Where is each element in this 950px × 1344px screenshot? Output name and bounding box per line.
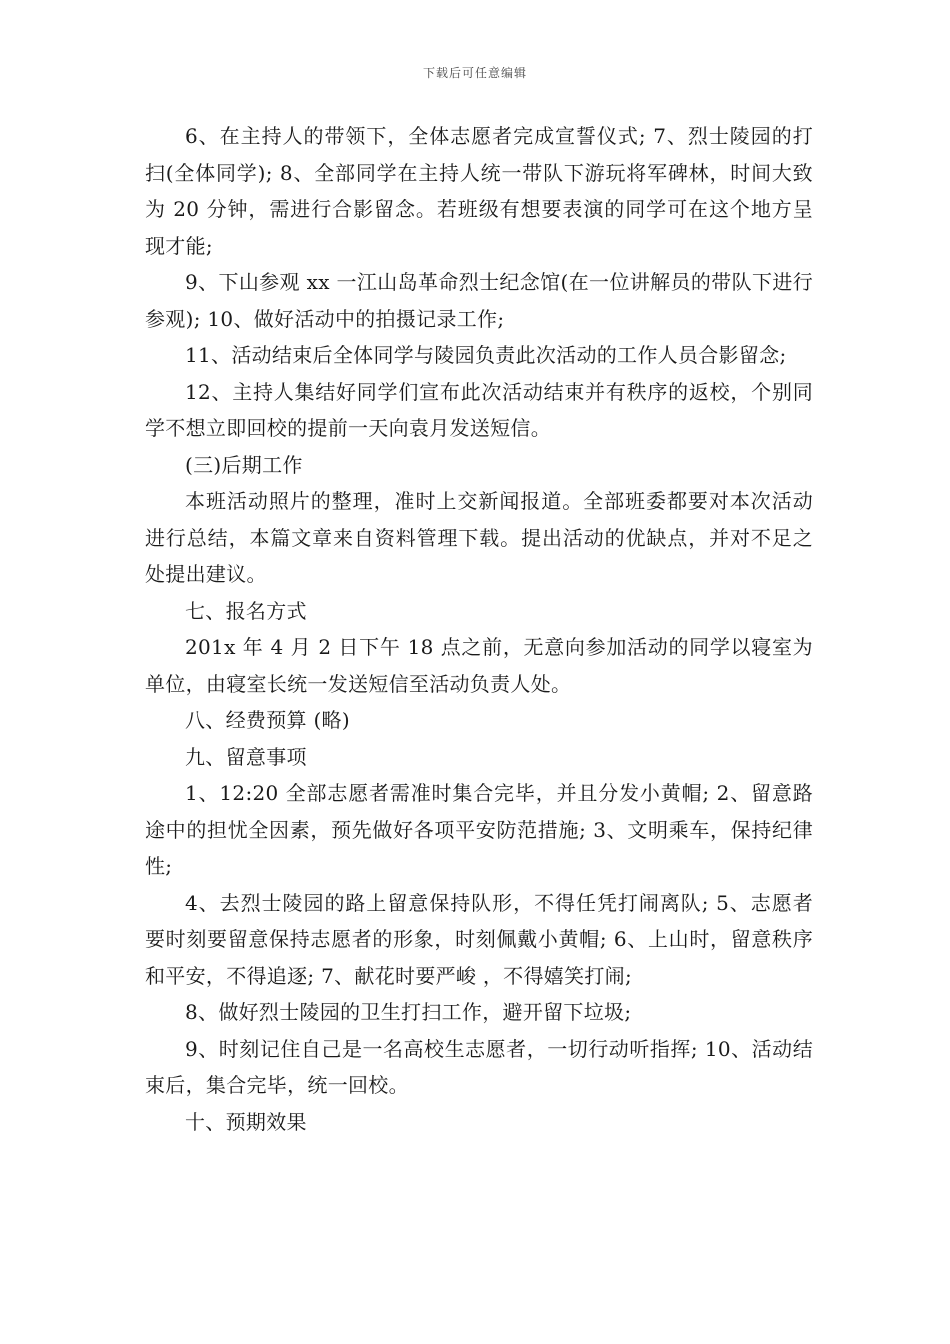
section-heading-post-work: (三)后期工作 (185, 452, 303, 477)
section-heading-notes: 九、留意事项 (185, 744, 307, 769)
section-heading-budget: 八、经费预算 (略) (185, 708, 350, 732)
page-header: 下载后可任意编辑 (422, 66, 527, 80)
paragraph-schedule-11: 11、活动结束后全体同学与陵园负责此次活动的工作人员合影留念; (185, 343, 787, 367)
document-body (145, 118, 813, 1140)
paragraph-notes-9-10: 9、时刻记住自己是一名高校生志愿者，一切行动听指挥; 10、活动结束后，集合完毕，统一回校。 (145, 1036, 813, 1097)
section-heading-expected-results: 十、预期效果 (185, 1109, 307, 1134)
paragraph-schedule-9-10: 9、下山参观 xx 一江山岛革命烈士纪念馆(在一位讲解员的带队下进行参观); 10、做好活动中的拍摄记录工作; (145, 270, 813, 331)
paragraph-registration: 201x 年 4 月 2 日下午 18 点之前，无意向参加活动的同学以寝室为单位，由寝室长统一发送短信至活动负责人处。 (145, 635, 813, 696)
paragraph-notes-1-3: 1、12:20 全部志愿者需准时集合完毕，并且分发小黄帽; 2、留意路途中的担忧全因素，预先做好各项平安防范措施; 3、文明乘车，保持纪律性; (145, 781, 813, 878)
paragraph-notes-8: 8、做好烈士陵园的卫生打扫工作，避开留下垃圾; (185, 1000, 632, 1024)
paragraph-post-work: 本班活动照片的整理，准时上交新闻报道。全部班委都要对本次活动进行总结，本篇文章来自资料管理下载。提出活动的优缺点，并对不足之处提出建议。 (145, 489, 813, 586)
section-heading-registration: 七、报名方式 (185, 598, 307, 623)
paragraph-notes-4-7: 4、去烈士陵园的路上留意保持队形，不得任凭打闹离队; 5、志愿者要时刻要留意保持志愿者的形象，时刻佩戴小黄帽; 6、上山时，留意秩序和平安，不得追逐; 7、献花时要严峻 ，不得嬉笑打闹; (145, 890, 813, 988)
paragraph-schedule-6-8: 6、在主持人的带领下，全体志愿者完成宣誓仪式; 7、烈士陵园的打扫(全体同学); 8、全部同学在主持人统一带队下游玩将军碑林，时间大致为 20 分钟，需进行合影留念。若班级有想要表演的同学可在这个地方呈现才能; (145, 124, 813, 258)
paragraph-schedule-12: 12、主持人集结好同学们宣布此次活动结束并有秩序的返校，个别同学不想立即回校的提前一天向袁月发送短信。 (145, 379, 813, 440)
